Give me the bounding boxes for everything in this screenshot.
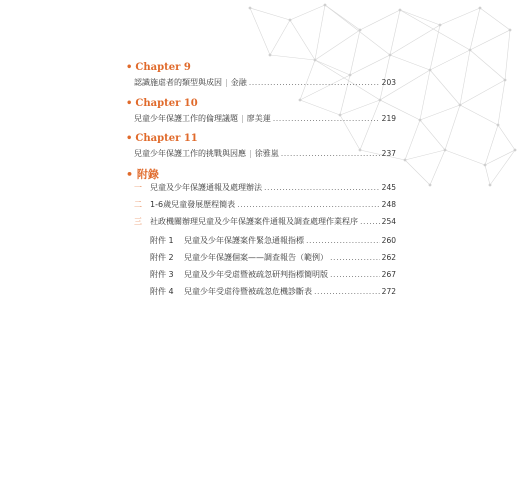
leader-dots [330,270,380,279]
attachment-4-label: 附件 4 [150,287,174,296]
appendix-item-1-title: 兒童及少年保護通報及處理辦法 [150,183,262,192]
attachment-1-label: 附件 1 [150,236,174,245]
chapter-9-title: 認識施虐者的類型與成因 [134,78,222,87]
bullet-icon: • [126,62,133,73]
network-edge [460,105,498,125]
network-edge [390,55,430,70]
network-edge [420,70,430,120]
network-node [314,59,317,62]
network-edge [498,125,515,150]
network-edge [470,50,505,80]
appendix-item-3-title: 社政機關辦理兒童及少年保護案件通報及調查處理作業程序 [150,217,358,226]
network-edge [405,150,445,160]
appendix-item-2-number: 二 [134,200,142,209]
network-edge [350,30,360,75]
network-edge [420,120,445,150]
attachment-3-title: 兒童及少年受虐暨被疏忽研判指標簡明版 [184,270,328,279]
network-node [419,119,422,122]
network-edge [490,150,515,185]
appendix-item-3[interactable] [134,216,396,227]
network-edge [290,5,325,20]
bullet-icon: • [126,168,134,181]
network-edge [400,10,440,25]
appendix-heading: • 附錄 [126,168,159,181]
network-edge [315,5,325,60]
attachment-3-page: 267 [381,270,396,279]
network-node [269,54,272,57]
attachment-3-label: 附件 3 [150,270,174,279]
bullet-icon: • [126,98,133,109]
attachment-3[interactable] [150,269,396,280]
appendix-item-1[interactable] [134,182,396,193]
network-edge [290,20,315,60]
chapter-10-author: 廖美蓮 [246,114,271,123]
chapter-9-author: 金融 [230,78,247,87]
network-node [429,69,432,72]
network-edge [405,160,430,185]
network-node [444,149,447,152]
network-edge [350,55,390,75]
network-node [484,164,487,167]
network-node [389,54,392,57]
leader-dots [281,149,380,158]
appendix-item-2[interactable] [134,199,396,210]
network-node [359,29,362,32]
network-edge [270,20,290,55]
network-edge [460,80,505,105]
chapter-11-title: 兒童少年保護工作的挑戰與因應 [134,149,246,158]
network-edge [485,150,515,165]
network-edge [250,8,290,20]
separator: | [249,149,252,158]
network-node [497,124,500,127]
network-edge [315,60,350,75]
network-node [299,99,302,102]
network-node [349,74,352,77]
network-node [379,99,382,102]
network-node [289,19,292,22]
chapter-10-title: 兒童少年保護工作的倫理議題 [134,114,238,123]
appendix-item-1-number: 一 [134,183,142,192]
leader-dots [314,287,380,296]
network-node [509,29,512,32]
chapter-10-label: • Chapter 10 [126,98,198,109]
network-node [404,159,407,162]
network-edge [498,80,505,125]
network-node [324,4,327,7]
attachment-4-page: 272 [381,287,396,296]
network-edge [400,10,470,50]
network-edge [485,125,498,165]
network-node [439,24,442,27]
leader-dots [360,217,380,226]
network-edge [505,30,510,80]
appendix-item-2-page: 248 [381,200,396,209]
network-edge [480,8,510,30]
network-edge [360,10,400,30]
chapter-11-entry[interactable] [134,148,396,159]
network-edge [470,30,510,50]
network-edge [440,8,480,25]
network-node [249,7,252,10]
network-edge [430,150,445,185]
network-node [504,79,507,82]
attachment-2-label: 附件 2 [150,253,174,262]
network-edge [390,25,440,55]
attachment-4-title: 兒童少年受虐待暨被疏忽危機診斷表 [184,287,312,296]
network-decoration [230,0,520,190]
chapter-9-entry[interactable] [134,77,396,88]
chapter-10-entry[interactable] [134,113,396,124]
chapter-9-label: • Chapter 9 [126,62,191,73]
leader-dots [330,253,380,262]
network-edge [250,8,270,55]
network-edge [445,105,460,150]
network-node [489,184,492,187]
appendix-item-2-title: 1-6歲兒童發展歷程簡表 [150,200,236,209]
network-node [469,49,472,52]
attachment-2[interactable] [150,252,396,263]
network-edge [420,105,460,120]
network-edge [315,30,360,60]
network-edge [445,150,485,165]
chapter-11-label: • Chapter 11 [126,133,198,144]
attachment-2-title: 兒童少年保護個案——調查報告（範例） [184,253,328,262]
network-node [399,9,402,12]
network-edge [325,5,390,55]
network-node [479,7,482,10]
leader-dots [306,236,380,245]
leader-dots [249,78,380,87]
leader-dots [237,200,380,209]
attachment-1-title: 兒童及少年保護案件緊急通報指標 [184,236,304,245]
attachment-1-page: 260 [381,236,396,245]
network-edge [430,70,460,105]
network-edge [270,55,315,60]
network-edge [460,50,470,105]
appendix-item-1-page: 245 [381,183,396,192]
network-node [514,149,517,152]
network-edge [470,8,480,50]
leader-dots [273,114,380,123]
network-node [429,184,432,187]
appendix-item-3-page: 254 [381,217,396,226]
network-edge [390,10,400,55]
network-edge [430,50,470,70]
network-edge [485,165,490,185]
leader-dots [264,183,380,192]
attachment-2-page: 262 [381,253,396,262]
bullet-icon: • [126,133,133,144]
chapter-11-author: 徐雅嵐 [254,149,279,158]
chapter-11-page: 237 [381,149,396,158]
chapter-9-page: 203 [381,78,396,87]
chapter-10-page: 219 [381,114,396,123]
attachment-4[interactable] [150,286,396,297]
separator: | [241,114,244,123]
appendix-item-3-number: 三 [134,217,142,226]
network-edge [405,120,420,160]
network-edge [360,100,380,150]
separator: | [225,78,228,87]
attachment-1[interactable] [150,235,396,246]
network-node [459,104,462,107]
